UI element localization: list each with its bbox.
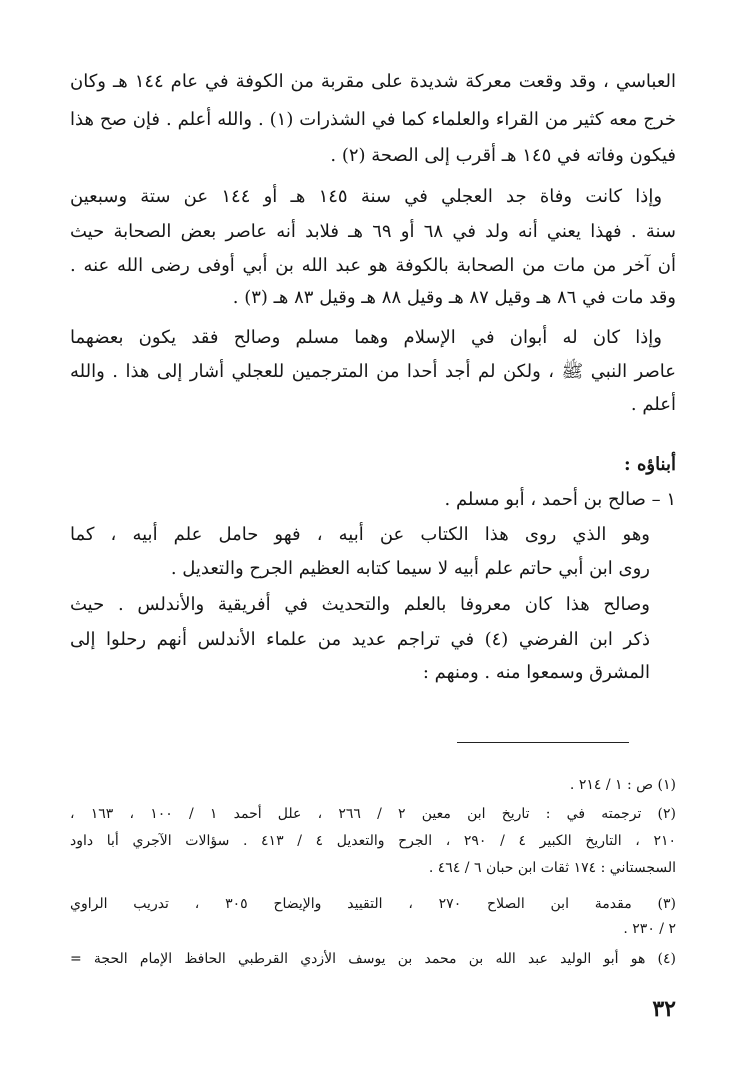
paragraph-5-line-2: ذكر ابن الفرضي (٤) في تراجم عديد من علماء الأندلس أنهم رحلوا إلى bbox=[70, 629, 650, 650]
footnote-2-line-2: ٢١٠ ، التاريخ الكبير ٤ / ٢٩٠ ، الجرح والتعديل ٤ / ٤١٣ . سؤالات الآجري أبا داود bbox=[70, 833, 676, 849]
section-heading: أبناؤه : bbox=[624, 454, 676, 475]
paragraph-3-line-2: عاصر النبي ﷺ ، ولكن لم أجد أحدا من المترجمين للعجلي أشار إلى هذا . والله bbox=[70, 361, 676, 382]
paragraph-2-line-2: سنة . فهذا يعني أنه ولد في ٦٨ أو ٦٩ هـ فلابد أنه عاصر بعض الصحابة حيث bbox=[70, 221, 676, 242]
footnote-separator bbox=[457, 742, 629, 743]
footnote-1: (١) ص : ١ / ٢١٤ . bbox=[569, 777, 676, 793]
paragraph-2-line-4: وقد مات في ٨٦ هـ وقيل ٨٧ هـ وقيل ٨٨ هـ وقيل ٨٣ هـ (٣) . bbox=[232, 287, 676, 308]
paragraph-3-line-1: وإذا كان له أبوان في الإسلام وهما مسلم وصالح فقد يكون بعضهما bbox=[70, 327, 662, 348]
footnote-2-line-1: (٢) ترجمته في : تاريخ ابن معين ٢ / ٢٦٦ ، علل أحمد ١ / ١٠٠ ، ١٦٣ ، bbox=[70, 806, 676, 822]
paragraph-3-line-3: أعلم . bbox=[630, 394, 676, 415]
paragraph-1-line-2: خرج معه كثير من القراء والعلماء كما في الشذرات (١) . والله أعلم . فإن صح هذا bbox=[70, 109, 676, 130]
paragraph-2-line-3: أن آخر من مات من الصحابة بالكوفة هو عبد الله بن أبي أوفى رضى الله عنه . bbox=[70, 255, 676, 276]
footnote-3-line-2: ٢ / ٢٣٠ . bbox=[623, 921, 676, 937]
paragraph-2-line-1: وإذا كانت وفاة جد العجلي في سنة ١٤٥ هـ أو ١٤٤ عن ستة وسبعين bbox=[70, 186, 662, 207]
paragraph-1-line-1: العباسي ، وقد وقعت معركة شديدة على مقربة من الكوفة في عام ١٤٤ هـ وكان bbox=[70, 71, 676, 92]
paragraph-4-line-1: وهو الذي روى هذا الكتاب عن أبيه ، فهو حامل علم أبيه ، كما bbox=[70, 524, 650, 545]
footnote-2-line-3: السجستاني : ١٧٤ ثقات ابن حبان ٦ / ٤٦٤ . bbox=[428, 860, 676, 876]
paragraph-1-line-3: فيكون وفاته في ١٤٥ هـ أقرب إلى الصحة (٢) . bbox=[330, 145, 676, 166]
footnote-3-line-1: (٣) مقدمة ابن الصلاح ٢٧٠ ، التقييد والإيضاح ٣٠٥ ، تدريب الراوي bbox=[70, 896, 676, 912]
footnote-4: (٤) هو أبو الوليد عبد الله بن محمد بن يوسف الأزدي القرطبي الحافظ الإمام الحجة = bbox=[70, 951, 676, 967]
paragraph-5-line-3: المشرق وسمعوا منه . ومنهم : bbox=[422, 662, 650, 683]
paragraph-4-line-2: روى ابن أبي حاتم علم أبيه لا سيما كتابه العظيم الجرح والتعديل . bbox=[170, 558, 650, 579]
paragraph-5-line-1: وصالح هذا كان معروفا بالعلم والتحديث في أفريقية والأندلس . حيث bbox=[70, 594, 650, 615]
list-item-1: ١ – صالح بن أحمد ، أبو مسلم . bbox=[444, 489, 676, 510]
page-number: ٣٢ bbox=[652, 996, 676, 1022]
